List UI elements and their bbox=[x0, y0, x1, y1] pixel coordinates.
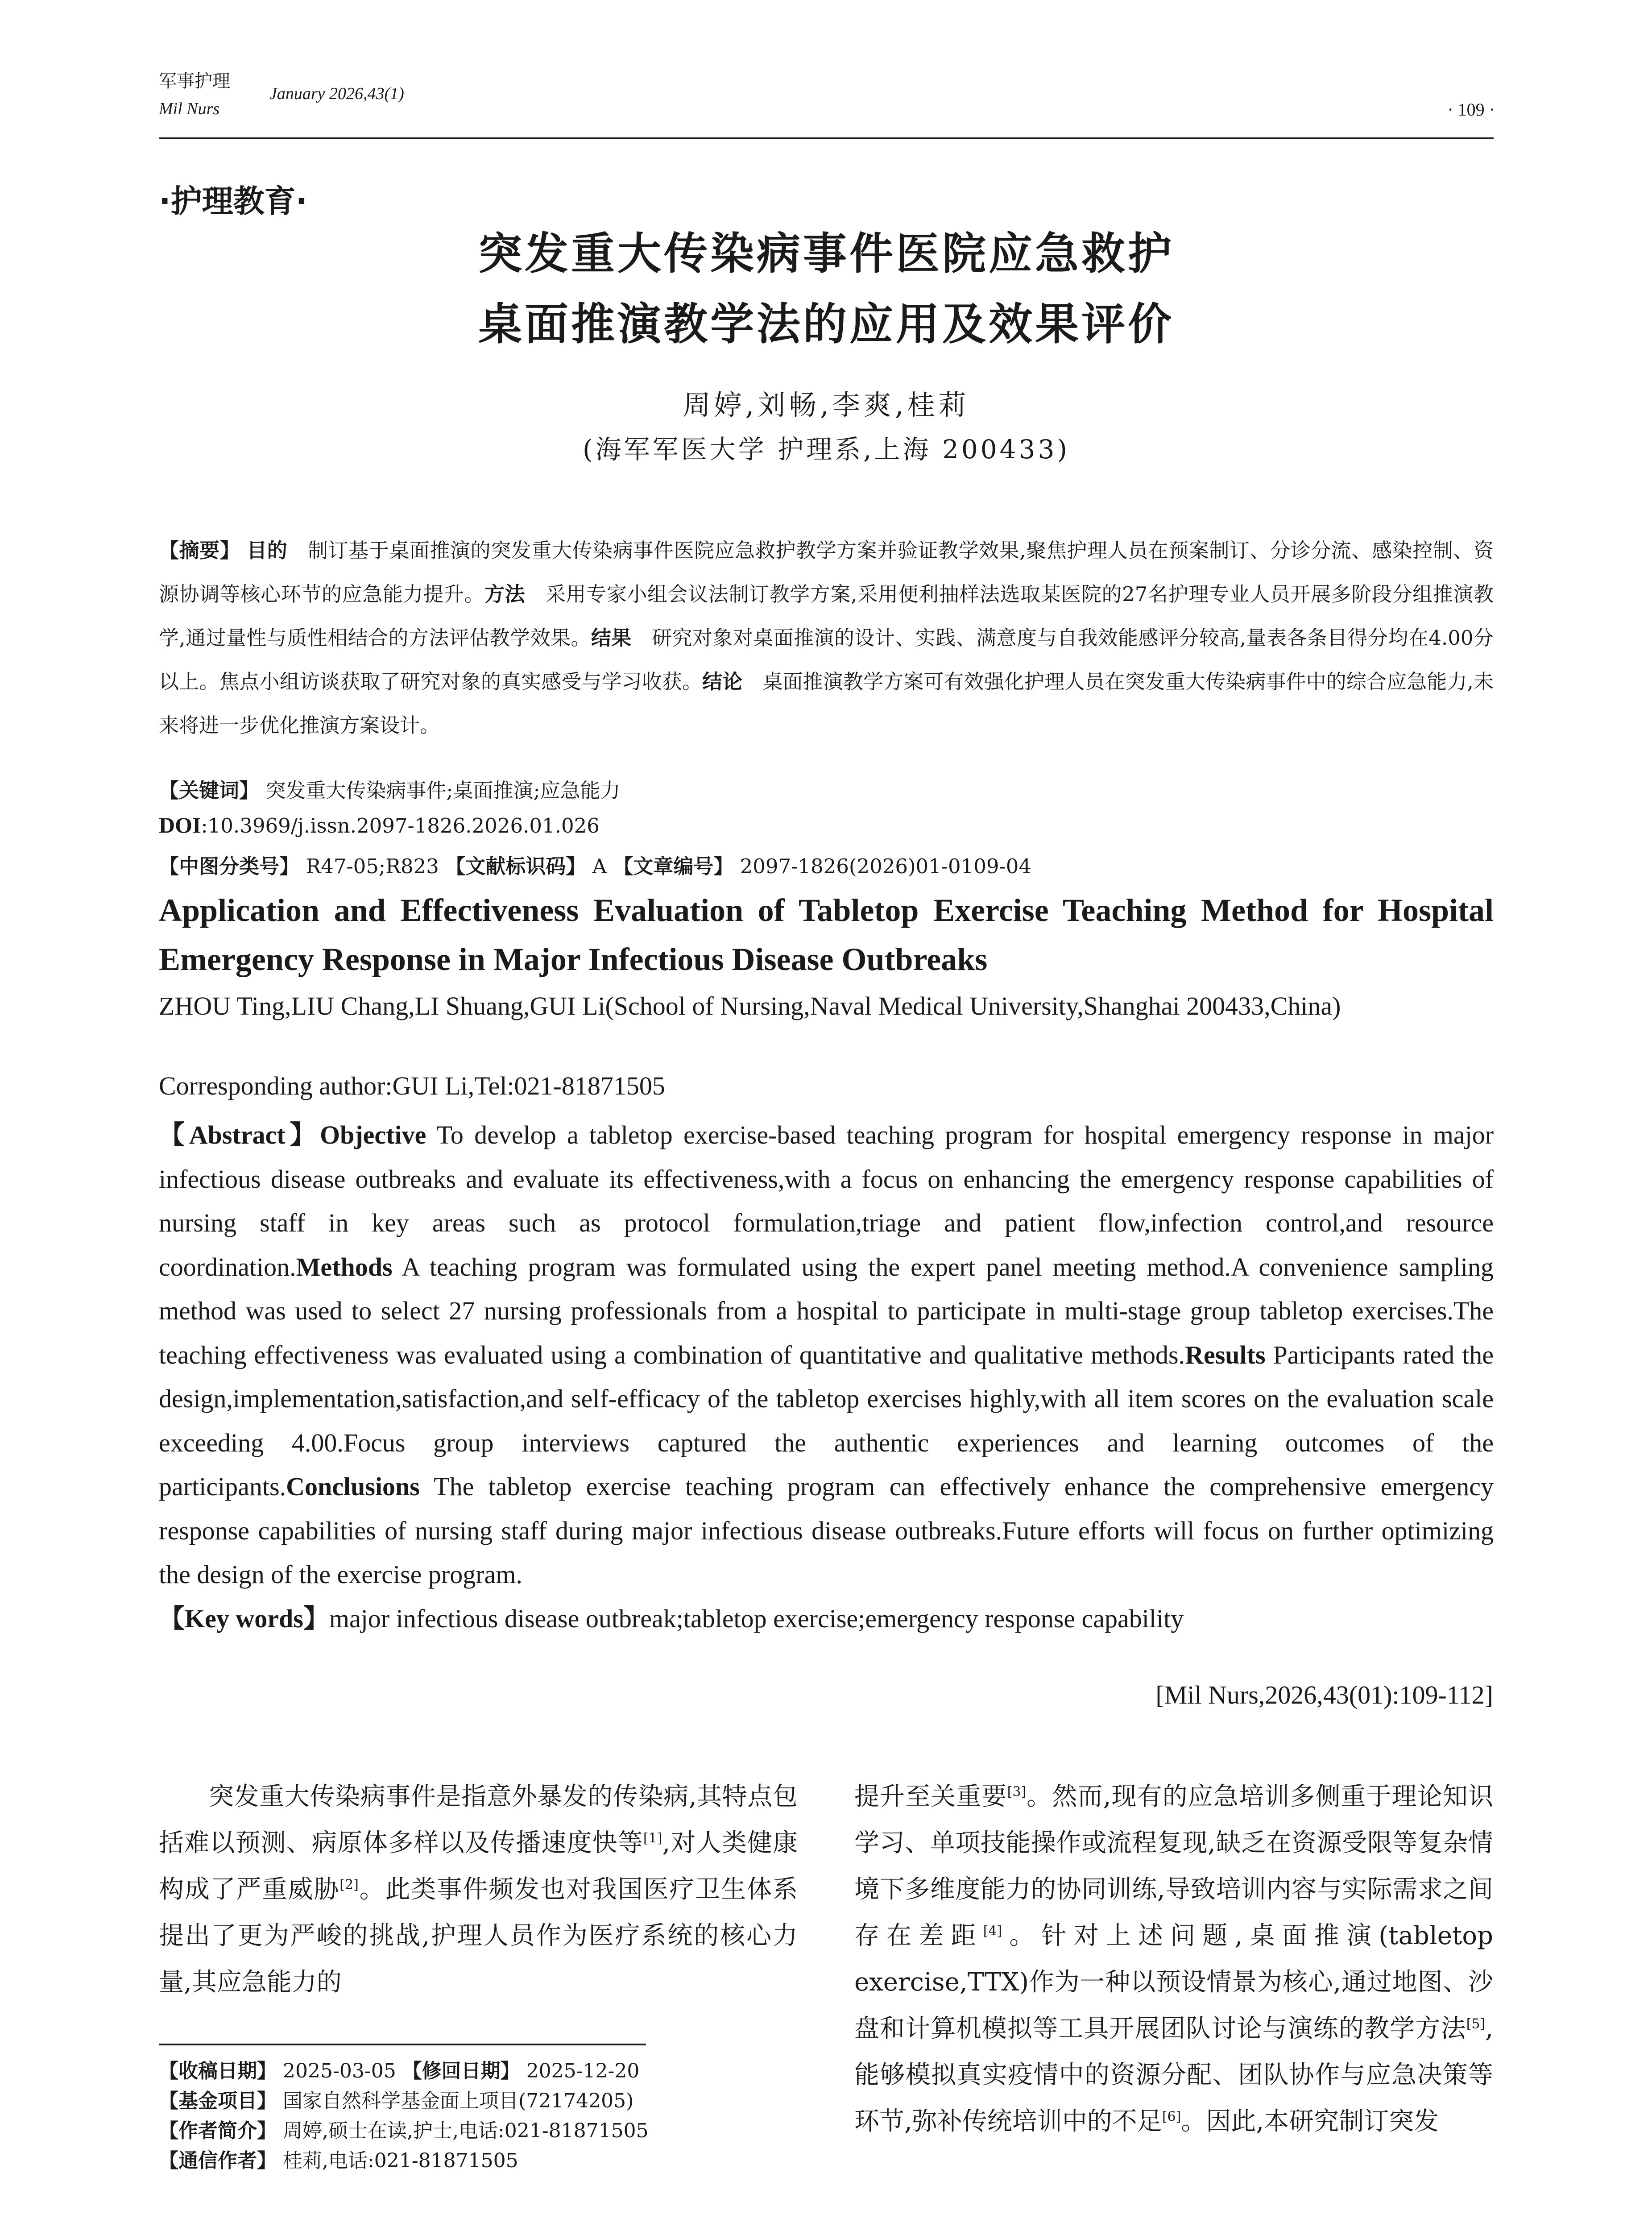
results-cn: 研究对象对桌面推演的设计、实践、满意度与自我效能感评分较高,量表各条目得分均在4.00分以上。焦点小组访谈获取了研究对象的真实感受与学习收获。 bbox=[159, 626, 1494, 693]
abstract-cn bbox=[159, 529, 1494, 747]
doc-code-value: A bbox=[592, 854, 607, 878]
authors-en: ZHOU Ting,LIU Chang,LI Shuang,GUI Li(School of Nursing,Naval Medical University,Shanghai 200433,China) bbox=[159, 991, 1341, 1020]
methods-en: A teaching program was formulated using the expert panel meeting method.A convenience sampling method was used to select 27 nursing professionals from a hospital to participate in multi-stage group tabletop exercises.The teaching effectiveness was evaluated using a combination of quantitative and qualitative methods. bbox=[159, 1252, 1494, 1369]
keywords-en-text: major infectious disease outbreak;tabletop exercise;emergency response capability bbox=[329, 1604, 1184, 1633]
body-text: 突发重大传染病事件是指意外暴发的传染病,其特点包括难以预测、病原体多样以及传播速度快等 bbox=[159, 1782, 798, 1858]
header-rule bbox=[159, 137, 1494, 139]
reference-2[interactable]: [2] bbox=[340, 1877, 359, 1893]
footnote-rule bbox=[159, 2044, 646, 2045]
body-text: ,能够模拟真实疫情中的资源分配、团队协作与应急决策等环节,弥补传统培训中的不足 bbox=[854, 2014, 1493, 2136]
body-text: 提升至关重要 bbox=[854, 1782, 1007, 1811]
clc-value: R47-05;R823 bbox=[306, 854, 439, 878]
body-text: 。因此,本研究制订突发 bbox=[1181, 2107, 1439, 2136]
author-bio-text: 周婷,硕士在读,护士,电话:021-81871505 bbox=[283, 2119, 649, 2142]
keywords-cn-text: 突发重大传染病事件;桌面推演;应急能力 bbox=[265, 779, 621, 802]
body-text: 。然而,现有的应急培训多侧重于理论知识学习、单项技能操作或流程复现,缺乏在资源受限等复杂情境下多维度能力的协同训练,导致培训内容与实际需求之间存在差距 bbox=[854, 1782, 1493, 1950]
journal-name-cn: 军事护理 bbox=[159, 71, 230, 91]
abstract-cn-label: 【摘要】 bbox=[159, 539, 240, 562]
results-en-label: Results bbox=[1185, 1340, 1266, 1369]
abstract-en bbox=[159, 1113, 1494, 1641]
reference-6[interactable]: [6] bbox=[1162, 2109, 1181, 2125]
revised-label: 【修回日期】 bbox=[402, 2060, 520, 2082]
keywords-cn bbox=[159, 774, 621, 803]
conclusions-cn: 桌面推演教学方案可有效强化护理人员在突发重大传染病事件中的综合应急能力,未来将进一步优化推演方案设计。 bbox=[159, 670, 1494, 737]
keywords-en-label: 【Key words】 bbox=[159, 1604, 329, 1633]
footnote-dates bbox=[159, 2055, 639, 2083]
received-label: 【收稿日期】 bbox=[159, 2060, 277, 2082]
revised-date: 2025-12-20 bbox=[526, 2060, 640, 2082]
results-cn-label: 结果 bbox=[591, 626, 632, 650]
article-no-value: 2097-1826(2026)01-0109-04 bbox=[740, 854, 1031, 878]
title-en: Application and Effectiveness Evaluation of Tabletop Exercise Teaching Method for Hospital Emergency Response in Major Infectious Disease Outbreaks bbox=[159, 892, 1494, 977]
body-text: 。此类事件频发也对我国医疗卫生体系提出了更为严峻的挑战,护理人员作为医疗系统的核心力量,其应急能力的 bbox=[159, 1875, 798, 1997]
corresponding-label: 【通信作者】 bbox=[159, 2149, 277, 2172]
page-number: · 109 · bbox=[1447, 100, 1495, 120]
footnote-fund bbox=[159, 2085, 633, 2113]
body-text: ,对人类健康构成了严重威胁 bbox=[159, 1829, 798, 1904]
citation: [Mil Nurs,2026,43(01):109-112] bbox=[1155, 1680, 1493, 1709]
conclusions-cn-label: 结论 bbox=[702, 670, 743, 693]
authors-cn: 周婷,刘畅,李爽,桂莉 bbox=[683, 389, 970, 421]
clc-label: 【中图分类号】 bbox=[159, 854, 300, 878]
doc-code-label: 【文献标识码】 bbox=[445, 854, 586, 878]
reference-5[interactable]: [5] bbox=[1466, 2016, 1486, 2032]
title-line-1: 突发重大传染病事件医院应急救护 bbox=[478, 228, 1174, 279]
fund-label: 【基金项目】 bbox=[159, 2090, 277, 2112]
affiliation-cn: (海军军医大学 护理系,上海 200433) bbox=[583, 434, 1070, 464]
methods-cn-label: 方法 bbox=[484, 582, 526, 606]
issue-info: January 2026,43(1) bbox=[269, 84, 404, 103]
objective-cn-label: 目的 bbox=[247, 539, 288, 562]
reference-1[interactable]: [1] bbox=[643, 1830, 662, 1846]
reference-3[interactable]: [3] bbox=[1007, 1784, 1027, 1800]
footnote-author bbox=[159, 2115, 649, 2143]
article-no-label: 【文章编号】 bbox=[613, 854, 734, 878]
received-date: 2025-03-05 bbox=[283, 2060, 396, 2082]
classification-line bbox=[159, 850, 1031, 879]
objective-en: To develop a tabletop exercise-based teaching program for hospital emergency response in major infectious disease outbreaks and evaluate its effectiveness,with a focus on enhancing the emergency response capabilities of nursing staff in key areas such as protocol formulation,triage and patient flow,infection control,and resource coordination. bbox=[159, 1120, 1494, 1281]
body-column-2 bbox=[854, 1774, 1493, 2145]
corresponding-author-en: Corresponding author:GUI Li,Tel:021-81871505 bbox=[159, 1071, 665, 1100]
body-column-1 bbox=[159, 1774, 798, 2006]
body-text: 。针对上述问题,桌面推演(tabletop exercise,TTX)作为一种以预设情景为核心,通过地图、沙盘和计算机模拟等工具开展团队讨论与演练的教学方法 bbox=[854, 1921, 1493, 2043]
abstract-en-label: 【Abstract】 bbox=[159, 1120, 320, 1149]
methods-cn: 采用专家小组会议法制订教学方案,采用便利抽样法选取某医院的27名护理专业人员开展多阶段分组推演教学,通过量性与质性相结合的方法评估教学效果。 bbox=[159, 582, 1494, 650]
author-bio-label: 【作者简介】 bbox=[159, 2119, 277, 2142]
footnote-corresponding bbox=[159, 2144, 518, 2173]
doi bbox=[159, 812, 600, 838]
reference-4[interactable]: [4] bbox=[983, 1923, 1002, 1939]
conclusions-en: The tabletop exercise teaching program can effectively enhance the comprehensive emergency response capabilities of nursing staff during major infectious disease outbreaks.Future efforts will focus on further optimizing the design of the exercise program. bbox=[159, 1472, 1494, 1589]
journal-name-en: Mil Nurs bbox=[159, 100, 220, 118]
conclusions-en-label: Conclusions bbox=[286, 1472, 420, 1501]
results-en: Participants rated the design,implementation,satisfaction,and self-efficacy of the tabletop exercises highly,with all item scores on the evaluation scale exceeding 4.00.Focus group interviews captured the authentic experiences and learning outcomes of the participants. bbox=[159, 1340, 1494, 1501]
keywords-cn-label: 【关键词】 bbox=[159, 779, 260, 802]
title-line-2: 桌面推演教学法的应用及效果评价 bbox=[478, 299, 1174, 350]
objective-en-label: Objective bbox=[320, 1120, 426, 1149]
objective-cn: 制订基于桌面推演的突发重大传染病事件医院应急救护教学方案并验证教学效果,聚焦护理人员在预案制订、分诊分流、感染控制、资源协调等核心环节的应急能力提升。 bbox=[159, 539, 1494, 606]
doi-label: DOI bbox=[159, 813, 201, 838]
fund-text: 国家自然科学基金面上项目(72174205) bbox=[283, 2090, 634, 2112]
column-label: ·护理教育· bbox=[159, 183, 308, 220]
corresponding-text: 桂莉,电话:021-81871505 bbox=[283, 2149, 518, 2172]
methods-en-label: Methods bbox=[296, 1252, 393, 1281]
doi-value: :10.3969/j.issn.2097-1826.2026.01.026 bbox=[201, 814, 600, 838]
